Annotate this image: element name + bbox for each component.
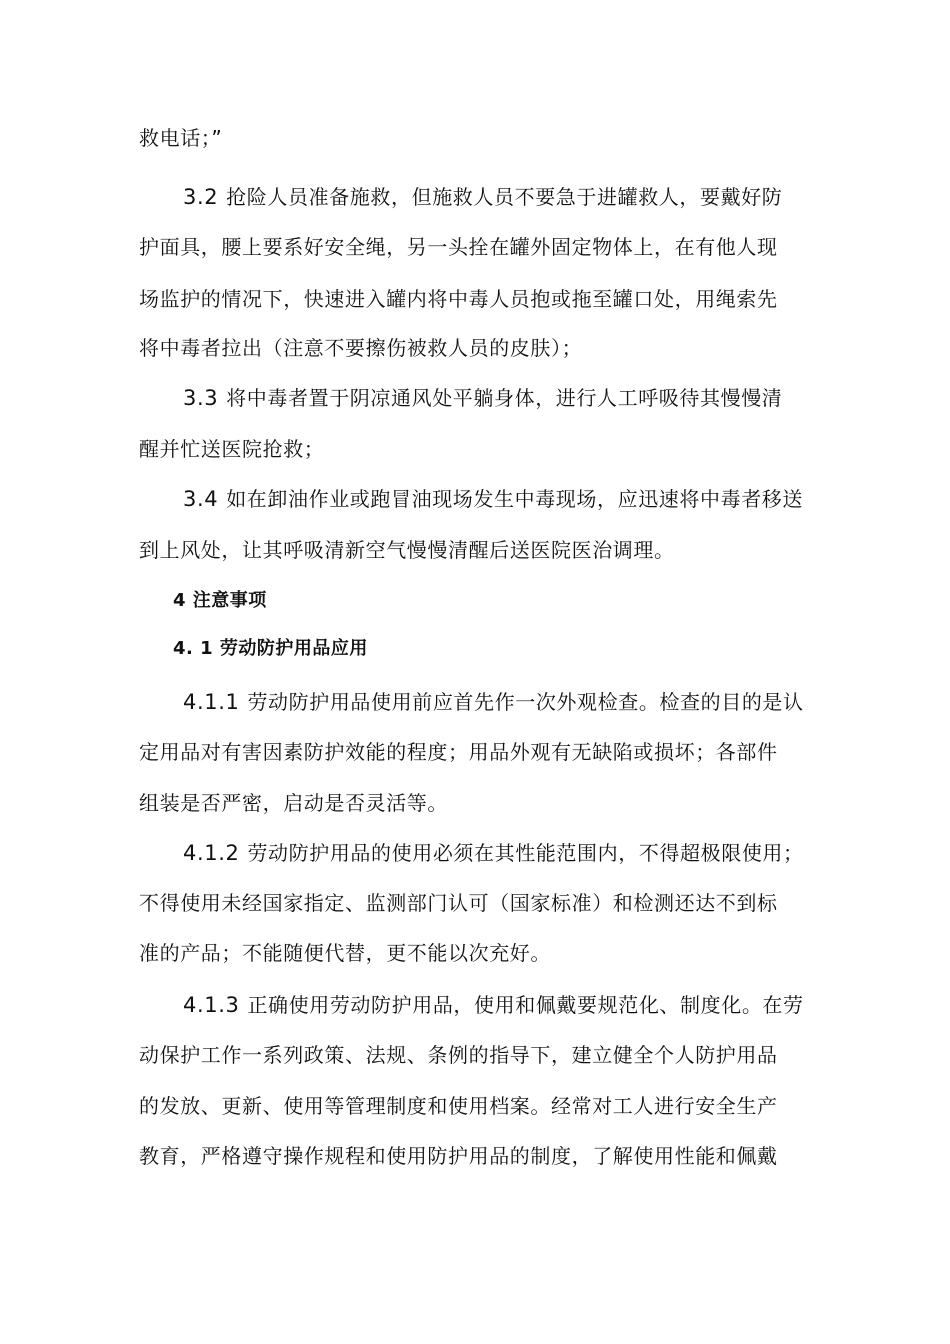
text-line: 定用品对有害因素防护效能的程度；用品外观有无缺陷或损坏；各部件	[139, 740, 778, 764]
text-span: 将中毒者置于阴凉通风处平躺身体，进行人工呼吸待其慢慢清	[226, 386, 783, 410]
text-line: 准的产品；不能随便代替，更不能以次充好。	[139, 941, 551, 965]
text-line: 组装是否严密，启动是否灵活等。	[139, 791, 448, 815]
section-heading-4-1: 4. 1 劳动防护用品应用	[173, 638, 368, 659]
paragraph-4-1-1-line-1	[183, 689, 804, 715]
section-number: 3.4	[183, 487, 219, 511]
text-span: 正确使用劳动防护用品，使用和佩戴要规范化、制度化。在劳	[247, 993, 804, 1017]
paragraph-4-1-3-line-1	[183, 992, 804, 1018]
text-line: 救电话；”	[139, 126, 223, 150]
text-span: 劳动防护用品使用前应首先作一次外观检查。检查的目的是认	[247, 690, 804, 714]
text-line: 到上风处，让其呼吸清新空气慢慢清醒后送医院医治调理。	[139, 538, 675, 562]
text-span: 抢险人员准备施救，但施救人员不要急于进罐救人，要戴好防	[226, 185, 783, 209]
paragraph-3-4-line-1	[183, 486, 803, 512]
text-line: 醒并忙送医院抢救；	[139, 437, 325, 461]
section-heading-4: 4 注意事项	[173, 590, 267, 611]
text-span: 劳动防护用品的使用必须在其性能范围内，不得超极限使用；	[247, 841, 804, 865]
text-line: 场监护的情况下，快速进入罐内将中毒人员抱或拖至罐口处，用绳索先	[139, 287, 778, 311]
section-number: 3.2	[183, 185, 219, 209]
text-line: 将中毒者拉出（注意不要擦伤被救人员的皮肤）；	[139, 336, 583, 360]
text-line: 动保护工作一系列政策、法规、条例的指导下，建立健全个人防护用品	[139, 1043, 778, 1067]
paragraph-4-1-2-line-1	[183, 840, 804, 866]
section-number: 4.1.2	[183, 841, 240, 865]
text-line: 护面具，腰上要系好安全绳，另一头拴在罐外固定物体上，在有他人现	[139, 235, 778, 259]
paragraph-3-3-line-1	[183, 385, 782, 411]
section-number: 3.3	[183, 386, 219, 410]
section-number: 4.1.3	[183, 993, 240, 1017]
paragraph-3-2-line-1	[183, 184, 782, 210]
text-span: 如在卸油作业或跑冒油现场发生中毒现场，应迅速将中毒者移送	[226, 487, 804, 511]
text-line: 不得使用未经国家指定、监测部门认可（国家标准）和检测还达不到标	[139, 891, 778, 915]
text-line: 教育，严格遵守操作规程和使用防护用品的制度，了解使用性能和佩戴	[139, 1144, 778, 1168]
text-line: 的发放、更新、使用等管理制度和使用档案。经常对工人进行安全生产	[139, 1094, 778, 1118]
section-number: 4.1.1	[183, 690, 240, 714]
